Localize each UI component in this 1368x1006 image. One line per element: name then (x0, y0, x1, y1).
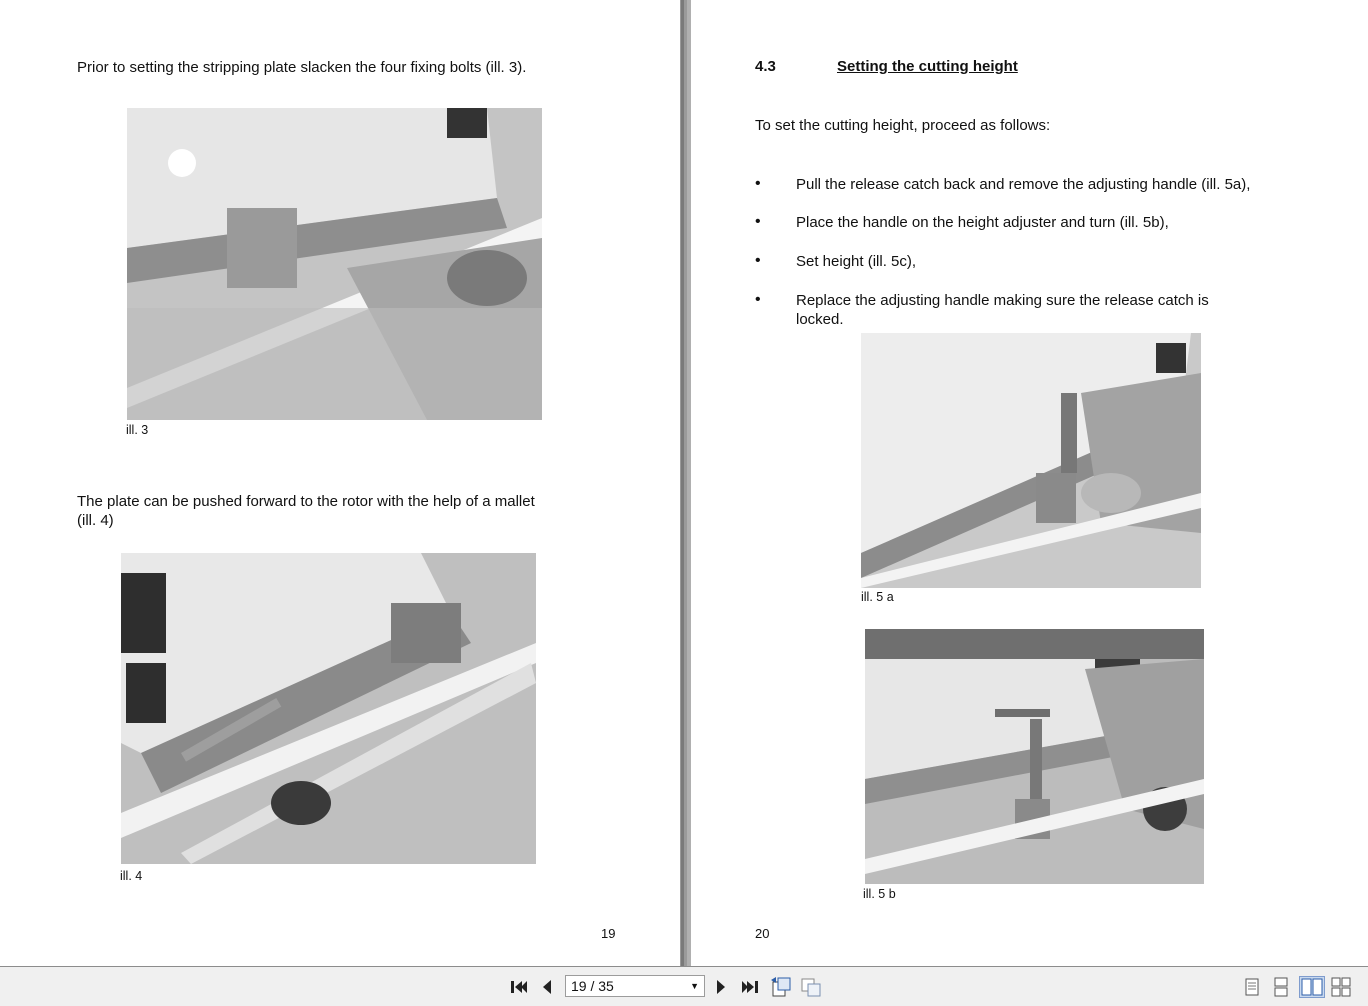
insert-pages-icon[interactable] (800, 976, 822, 998)
section-number: 4.3 (755, 58, 776, 75)
section-title: Setting the cutting height (837, 58, 1018, 75)
intro-text: To set the cutting height, proceed as follows: (755, 117, 1051, 134)
ill-3-caption: ill. 3 (126, 423, 149, 437)
bullet-dot: • (755, 252, 761, 269)
page-number-20: 20 (755, 926, 770, 941)
ill-5b-caption: ill. 5 b (863, 887, 896, 901)
ill-4-caption: ill. 4 (120, 869, 143, 883)
continuous-view-icon[interactable] (1270, 976, 1292, 998)
paragraph-mallet-line1: The plate can be pushed forward to the rotor with the help of a mallet (77, 493, 535, 510)
bullet-item-4-continuation: locked. (796, 311, 844, 328)
single-page-view-icon[interactable] (1241, 976, 1263, 998)
next-page-icon[interactable] (710, 976, 732, 998)
bullet-item-1: Pull the release catch back and remove the adjusting handle (ill. 5a), (796, 176, 1251, 193)
page-20 (691, 0, 1368, 966)
ill-5a-caption: ill. 5 a (861, 590, 894, 604)
ill-5a-photo (861, 333, 1201, 588)
bullet-item-3: Set height (ill. 5c), (796, 253, 917, 270)
paragraph-stripping-plate: Prior to setting the stripping plate slacken the four fixing bolts (ill. 3). (77, 59, 527, 76)
bullet-item-4: Replace the adjusting handle making sure the release catch is (796, 292, 1209, 309)
chevron-down-icon: ▼ (690, 981, 699, 991)
two-page-view-icon[interactable] (1299, 976, 1325, 998)
extract-pages-icon[interactable] (770, 976, 792, 998)
paragraph-mallet-line2: (ill. 4) (77, 512, 114, 529)
prev-page-icon[interactable] (536, 976, 558, 998)
bullet-dot: • (755, 175, 761, 192)
bullet-dot: • (755, 213, 761, 230)
page-separator (681, 0, 684, 966)
first-page-icon[interactable] (508, 976, 530, 998)
bullet-dot: • (755, 291, 761, 308)
ill-5b-photo (865, 629, 1204, 884)
page-number-value: 19 / 35 (571, 978, 614, 994)
viewer-toolbar (0, 966, 1368, 1006)
ill-4-photo (121, 553, 536, 864)
thumbnails-view-icon[interactable] (1330, 976, 1352, 998)
ill-3-photo (127, 108, 542, 420)
last-page-icon[interactable] (739, 976, 761, 998)
bullet-item-2: Place the handle on the height adjuster and turn (ill. 5b), (796, 214, 1169, 231)
page-19 (0, 0, 680, 966)
page-number-19: 19 (601, 926, 616, 941)
page-number-field[interactable] (565, 975, 705, 997)
